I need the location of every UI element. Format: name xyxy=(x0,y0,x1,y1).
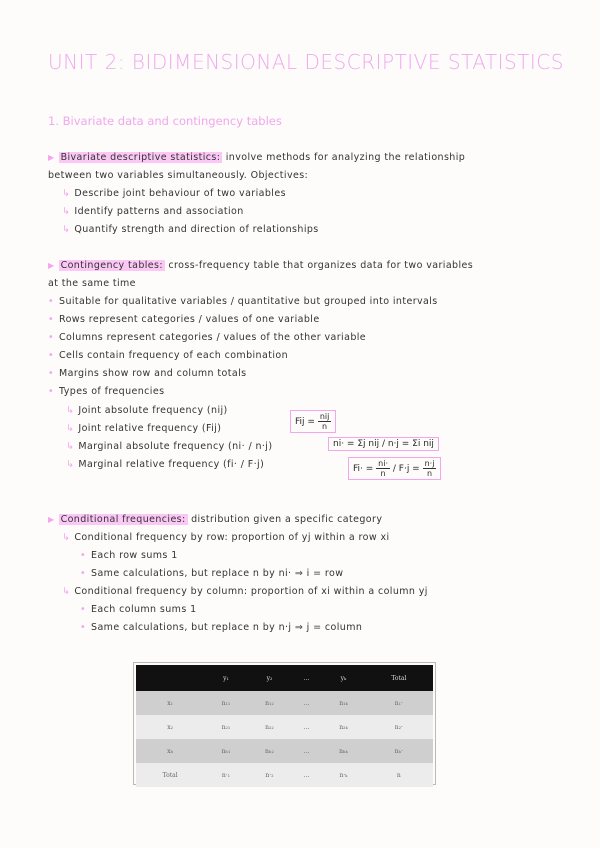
table-cell: n xyxy=(365,763,433,787)
list-item: • Margins show row and column totals xyxy=(48,368,247,379)
table-cell: ... xyxy=(291,691,322,715)
table-cell: n·₂ xyxy=(248,763,291,787)
table-header-cell: ... xyxy=(291,665,322,691)
dot-bullet-icon: • xyxy=(48,314,55,325)
table-cell: nₕ· xyxy=(365,739,433,763)
list-item: • Same calculations, but replace n by n·j ⇒ j = column xyxy=(80,622,363,633)
frequency-type: ↳ Joint absolute frequency (nij) xyxy=(66,405,228,416)
section-heading: 1. Bivariate data and contingency tables xyxy=(48,114,282,128)
dot-bullet-icon: • xyxy=(48,368,55,379)
contingency-text-1: cross-frequency table that organizes data for two variables xyxy=(168,260,474,271)
frequency-type: ↳ Joint relative frequency (Fij) xyxy=(66,423,222,434)
triangle-bullet-icon: ▶ xyxy=(48,261,55,270)
table-cell: nₕ₂ xyxy=(248,739,291,763)
table-cell: Total xyxy=(136,763,204,787)
arrow-icon: ↳ xyxy=(66,405,75,416)
dot-bullet-icon: • xyxy=(80,604,87,615)
contingency-table xyxy=(136,665,433,787)
table-row xyxy=(136,691,433,715)
triangle-bullet-icon: ▶ xyxy=(48,153,55,162)
bivariate-text-1: involve methods for analyzing the relationship xyxy=(225,152,466,163)
table-header-cell: yₖ xyxy=(322,665,365,691)
formula-marginal-relative: Fi· = $\frac{ni\cdot}{n}$ / F·j = $\frac{n\cdot j}{n}$ xyxy=(348,457,441,480)
table-cell: xₕ xyxy=(136,739,204,763)
arrow-icon: ↳ xyxy=(62,586,71,597)
list-item: • Columns represent categories / values of the other variable xyxy=(48,332,367,343)
list-item: • Same calculations, but replace n by ni· ⇒ i = row xyxy=(80,568,344,579)
table-header-cell xyxy=(136,665,204,691)
conditional-paragraph xyxy=(48,514,382,525)
contingency-paragraph xyxy=(48,260,473,271)
list-item: ↳ Describe joint behaviour of two variables xyxy=(62,188,286,199)
list-item: • Each row sums 1 xyxy=(80,550,178,561)
contingency-text-2: at the same time xyxy=(48,278,136,289)
row-conditional-heading: ↳ Conditional frequency by row: proportion of yj within a row xi xyxy=(62,532,390,543)
dot-bullet-icon: • xyxy=(80,550,87,561)
table-row xyxy=(136,763,433,787)
arrow-icon: ↳ xyxy=(62,206,71,217)
formula-joint-relative: Fij = $\frac{\text{nij}}{n}$ xyxy=(290,410,336,433)
dot-bullet-icon: • xyxy=(48,350,55,361)
conditional-text-1: distribution given a specific category xyxy=(191,514,383,525)
triangle-bullet-icon: ▶ xyxy=(48,515,55,524)
list-item: ↳ Identify patterns and association xyxy=(62,206,244,217)
formula-marginal-absolute: ni· = Σj nij / n·j = Σi nij xyxy=(328,437,439,451)
list-item: • Rows represent categories / values of one variable xyxy=(48,314,320,325)
list-item: • Cells contain frequency of each combination xyxy=(48,350,288,361)
table-cell: nₕ₁ xyxy=(204,739,247,763)
table-cell: ... xyxy=(291,763,322,787)
table-row xyxy=(136,739,433,763)
table-cell: x₂ xyxy=(136,715,204,739)
table-cell: n₂· xyxy=(365,715,433,739)
table-cell: n₁ₖ xyxy=(322,691,365,715)
dot-bullet-icon: • xyxy=(48,296,55,307)
arrow-icon: ↳ xyxy=(62,224,71,235)
bivariate-label: Bivariate descriptive statistics: xyxy=(60,152,221,163)
dot-bullet-icon: • xyxy=(80,622,87,633)
table-cell: n₂₁ xyxy=(204,715,247,739)
table-cell: n·₁ xyxy=(204,763,247,787)
bivariate-paragraph xyxy=(48,152,465,163)
table-cell: n₁₂ xyxy=(248,691,291,715)
table-header-cell: Total xyxy=(365,665,433,691)
table-header-row xyxy=(136,665,433,691)
table-cell: nₕₖ xyxy=(322,739,365,763)
frequency-type: ↳ Marginal relative frequency (fi· / F·j) xyxy=(66,459,265,470)
table-cell: n₁₁ xyxy=(204,691,247,715)
table-cell: n·ₖ xyxy=(322,763,365,787)
arrow-icon: ↳ xyxy=(62,532,71,543)
contingency-label: Contingency tables: xyxy=(60,260,163,271)
arrow-icon: ↳ xyxy=(66,423,75,434)
table-row xyxy=(136,715,433,739)
list-item: • Suitable for qualitative variables / quantitative but grouped into intervals xyxy=(48,296,438,307)
table-cell: n₂₂ xyxy=(248,715,291,739)
arrow-icon: ↳ xyxy=(62,188,71,199)
table-cell: x₁ xyxy=(136,691,204,715)
page-title: UNIT 2: BIDIMENSIONAL DESCRIPTIVE STATISTICS xyxy=(48,50,564,74)
dot-bullet-icon: • xyxy=(48,386,55,397)
dot-bullet-icon: • xyxy=(80,568,87,579)
arrow-icon: ↳ xyxy=(66,441,75,452)
table-cell: n₁· xyxy=(365,691,433,715)
table-header-cell: y₁ xyxy=(204,665,247,691)
list-item: • Types of frequencies xyxy=(48,386,165,397)
list-item: • Each column sums 1 xyxy=(80,604,197,615)
table-cell: ... xyxy=(291,715,322,739)
list-item: ↳ Quantify strength and direction of relationships xyxy=(62,224,319,235)
column-conditional-heading: ↳ Conditional frequency by column: proportion of xi within a column yj xyxy=(62,586,428,597)
frequency-type: ↳ Marginal absolute frequency (ni· / n·j) xyxy=(66,441,273,452)
arrow-icon: ↳ xyxy=(66,459,75,470)
table-cell: n₂ₖ xyxy=(322,715,365,739)
bivariate-text-2: between two variables simultaneously. Objectives: xyxy=(48,170,309,181)
table-header-cell: y₂ xyxy=(248,665,291,691)
dot-bullet-icon: • xyxy=(48,332,55,343)
conditional-label: Conditional frequencies: xyxy=(60,514,186,525)
table-cell: ... xyxy=(291,739,322,763)
